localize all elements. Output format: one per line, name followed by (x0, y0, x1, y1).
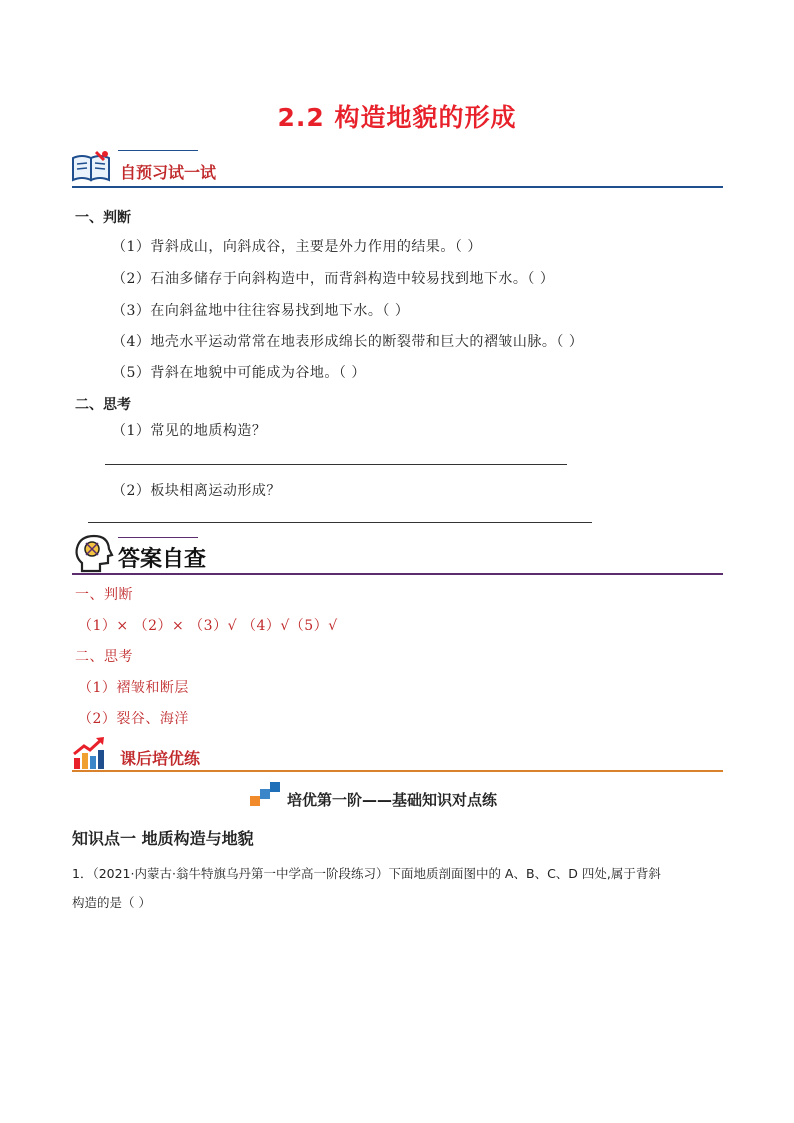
question-1-line-2: 构造的是（ ） (72, 895, 151, 910)
answers-judge-line: （1）× （2）× （3）√ （4）√（5）√ (78, 618, 338, 634)
judge-item-5: （5）背斜在地貌中可能成为谷地。（ ） (112, 365, 366, 381)
judge-item-1: （1）背斜成山，向斜成谷，主要是外力作用的结果。（ ） (112, 239, 482, 255)
practice-rule (72, 770, 723, 772)
answers-heading: 答案自查 (118, 547, 207, 572)
preview-rule (72, 186, 723, 188)
think-answer-line-2[interactable] (88, 522, 592, 523)
judge-item-4: （4）地壳水平运动常常在地表形成绵长的断裂带和巨大的褶皱山脉。（ ） (112, 334, 584, 350)
practice-heading: 课后培优练 (120, 749, 201, 768)
question-1-line-1: 1．（2021·内蒙古·翁牛特旗乌丹第一中学高一阶段练习）下面地质剖面图中的 A、B、C、D 四处,属于背斜 (72, 866, 661, 881)
preview-think-heading: 二、思考 (75, 397, 131, 413)
answers-rule (72, 573, 723, 575)
think-item-1: （1）常见的地质构造？ (112, 423, 267, 439)
answers-judge-heading: 一、判断 (75, 587, 133, 603)
judge-item-2: （2）石油多储存于向斜构造中，而背斜构造中较易找到地下水。（ ） (112, 271, 555, 287)
answers-top-rule (118, 537, 198, 538)
think-item-2: （2）板块相离运动形成？ (112, 483, 281, 499)
head-lightbulb-icon (72, 533, 116, 573)
book-icon (70, 150, 114, 184)
page-title: 2.2 构造地貌的形成 (277, 103, 517, 132)
knowledge-point-heading: 知识点一 地质构造与地貌 (72, 829, 254, 848)
preview-heading: 自预习试一试 (120, 163, 217, 182)
stairs-icon (250, 782, 280, 806)
section-top-rule (118, 150, 198, 151)
answers-think-heading: 二、思考 (75, 649, 133, 665)
stage-title: 培优第一阶——基础知识对点练 (287, 791, 498, 809)
growth-chart-icon (72, 736, 108, 770)
answers-think-1: （1）褶皱和断层 (78, 680, 189, 696)
answers-think-2: （2）裂谷、海洋 (78, 711, 189, 727)
think-answer-line-1[interactable] (105, 464, 567, 465)
preview-judge-heading: 一、判断 (75, 210, 131, 226)
judge-item-3: （3）在向斜盆地中往往容易找到地下水。（ ） (112, 303, 410, 319)
